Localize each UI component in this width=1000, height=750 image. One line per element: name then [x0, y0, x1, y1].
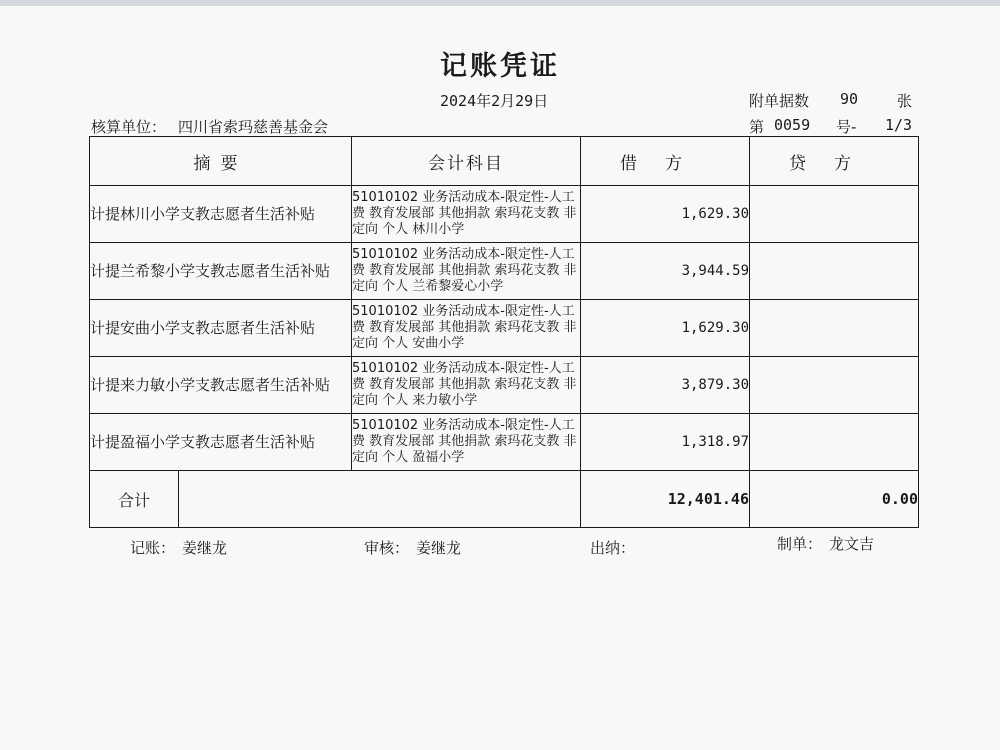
unit-label: 核算单位： [91, 118, 167, 136]
total-label-cell [90, 471, 581, 528]
total-credit: 0.00 [750, 471, 919, 528]
row-summary: 计提安曲小学支教志愿者生活补贴 [90, 300, 352, 357]
table-row [90, 300, 919, 357]
row-credit [750, 243, 919, 300]
row-summary: 计提盈福小学支教志愿者生活补贴 [90, 414, 352, 471]
row-credit [750, 300, 919, 357]
reviewer-label: 审核： [364, 539, 410, 557]
page-indicator: 1/3 [885, 116, 913, 134]
number-suffix: 号- [836, 118, 857, 136]
table-header-row [90, 137, 919, 186]
voucher-number: 0059 [774, 116, 811, 134]
header-subject: 会计科目 [352, 137, 581, 186]
table-row [90, 243, 919, 300]
table-row [90, 186, 919, 243]
preparer-name: 龙文吉 [829, 535, 875, 553]
row-credit [750, 414, 919, 471]
bookkeeper-name: 姜继龙 [182, 539, 228, 557]
bookkeeper-label: 记账： [130, 539, 176, 557]
reviewer-name: 姜继龙 [416, 539, 462, 557]
row-summary: 计提来力敏小学支教志愿者生活补贴 [90, 357, 352, 414]
number-prefix: 第 [749, 118, 765, 136]
attachments-label: 附单据数 [749, 92, 810, 110]
table-row [90, 414, 919, 471]
cashier-label: 出纳： [590, 539, 636, 557]
attachments-unit: 张 [897, 92, 913, 110]
row-subject: 51010102 业务活动成本-限定性-人工费 教育发展部 其他捐款 索玛花支教 非定向 个人 兰希黎爱心小学 [352, 243, 581, 300]
header-debit: 借方 [581, 137, 750, 186]
voucher-title: 记账凭证 [440, 51, 560, 82]
table-row [90, 357, 919, 414]
total-label: 合计 [90, 471, 179, 527]
voucher-date: 2024年2月29日 [440, 92, 549, 110]
voucher-table [89, 136, 919, 528]
header-credit: 贷方 [750, 137, 919, 186]
row-credit [750, 357, 919, 414]
total-debit: 12,401.46 [581, 471, 750, 528]
attachments-count: 90 [840, 90, 859, 108]
row-subject: 51010102 业务活动成本-限定性-人工费 教育发展部 其他捐款 索玛花支教 非定向 个人 林川小学 [352, 186, 581, 243]
row-credit [750, 186, 919, 243]
row-summary: 计提兰希黎小学支教志愿者生活补贴 [90, 243, 352, 300]
header-summary: 摘要 [90, 137, 352, 186]
total-row [90, 471, 919, 528]
row-debit: 3,879.30 [581, 357, 750, 414]
row-debit: 3,944.59 [581, 243, 750, 300]
row-subject: 51010102 业务活动成本-限定性-人工费 教育发展部 其他捐款 索玛花支教 非定向 个人 盈福小学 [352, 414, 581, 471]
row-subject: 51010102 业务活动成本-限定性-人工费 教育发展部 其他捐款 索玛花支教 非定向 个人 来力敏小学 [352, 357, 581, 414]
row-debit: 1,629.30 [581, 186, 750, 243]
unit-name: 四川省索玛慈善基金会 [178, 118, 329, 136]
row-debit: 1,629.30 [581, 300, 750, 357]
row-subject: 51010102 业务活动成本-限定性-人工费 教育发展部 其他捐款 索玛花支教 非定向 个人 安曲小学 [352, 300, 581, 357]
row-debit: 1,318.97 [581, 414, 750, 471]
preparer-label: 制单： [777, 535, 823, 553]
row-summary: 计提林川小学支教志愿者生活补贴 [90, 186, 352, 243]
